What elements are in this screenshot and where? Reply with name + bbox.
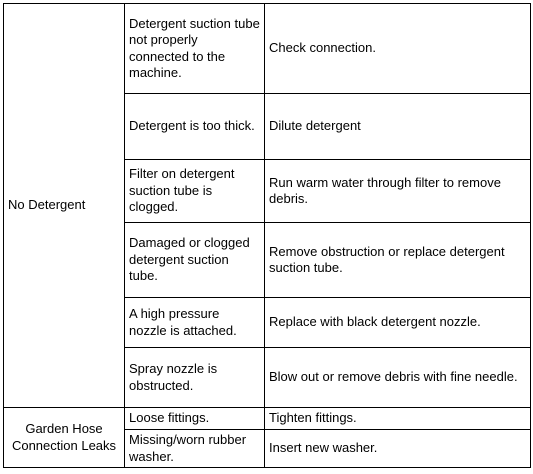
solution-cell: Blow out or remove debris with fine needle. (265, 348, 531, 408)
cause-cell: Spray nozzle is obstructed. (125, 348, 265, 408)
cause-cell: Detergent is too thick. (125, 94, 265, 160)
solution-cell: Remove obstruction or replace detergent suction tube. (265, 223, 531, 298)
solution-cell: Run warm water through filter to remove debris. (265, 160, 531, 223)
cause-cell: Damaged or clogged detergent suction tube. (125, 223, 265, 298)
solution-cell: Replace with black detergent nozzle. (265, 298, 531, 348)
troubleshooting-table (3, 3, 531, 468)
problem-cell: Garden Hose Connection Leaks (4, 408, 125, 468)
cause-cell: Detergent suction tube not properly connected to the machine. (125, 4, 265, 94)
cause-cell: A high pressure nozzle is attached. (125, 298, 265, 348)
table-row (4, 408, 531, 430)
solution-cell: Dilute detergent (265, 94, 531, 160)
solution-cell: Check connection. (265, 4, 531, 94)
table-row (4, 4, 531, 94)
cause-cell: Filter on detergent suction tube is clogged. (125, 160, 265, 223)
solution-cell: Tighten fittings. (265, 408, 531, 430)
cause-cell: Loose fittings. (125, 408, 265, 430)
problem-cell: No Detergent (4, 4, 125, 408)
cause-cell: Missing/worn rubber washer. (125, 430, 265, 468)
solution-cell: Insert new washer. (265, 430, 531, 468)
